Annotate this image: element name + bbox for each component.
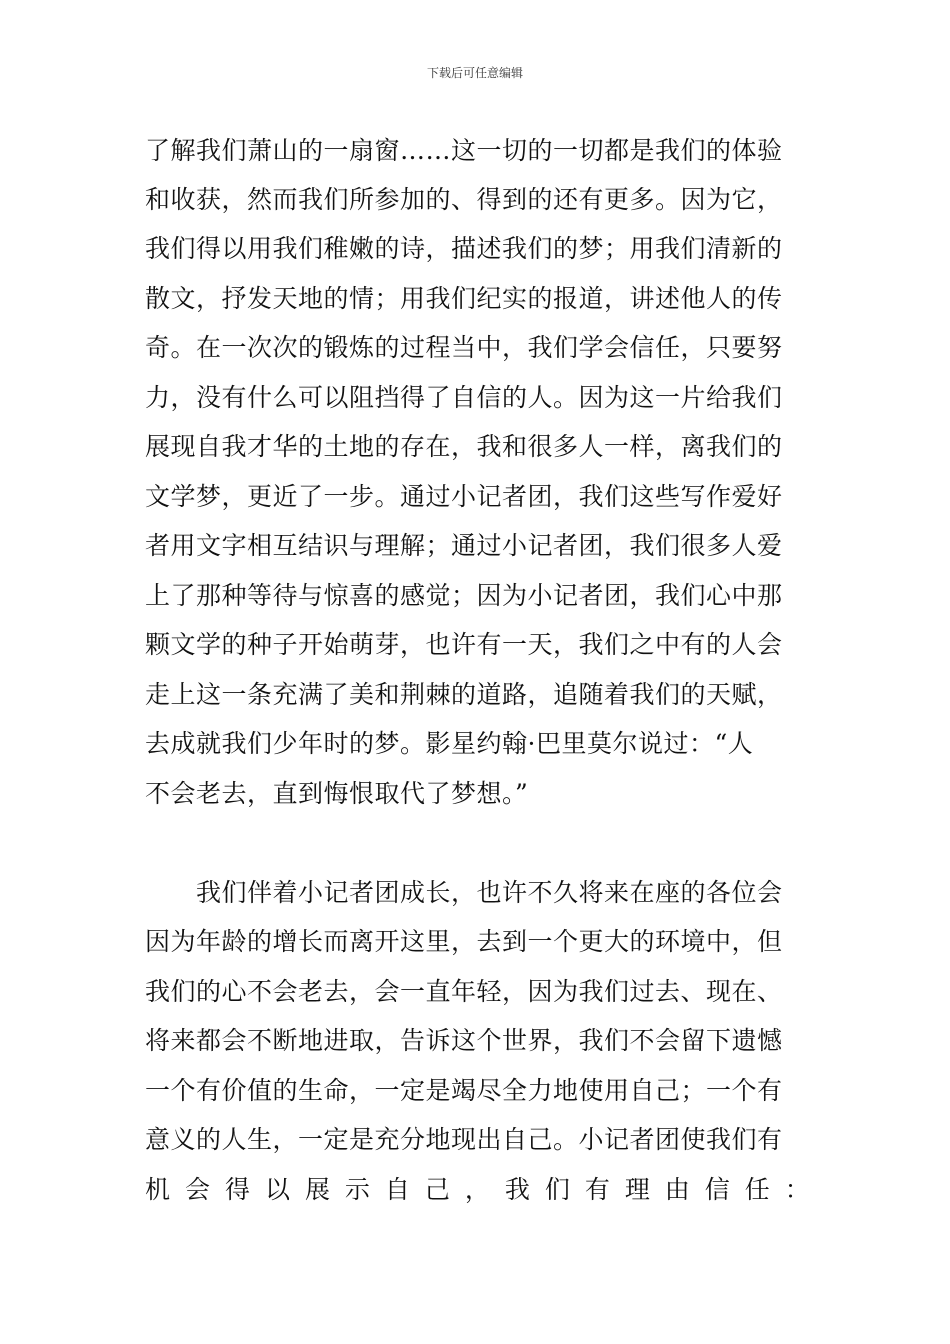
char: 由 — [664, 1175, 690, 1204]
text-line: 走上这一条充满了美和荆棘的道路，追随着我们的天赋， — [145, 680, 783, 709]
text-line: 散文，抒发天地的情；用我们纪实的报道，讲述他人的传 — [145, 284, 783, 313]
char: 得 — [224, 1175, 250, 1204]
text-line-justified — [145, 1175, 810, 1205]
char: 们 — [544, 1175, 570, 1204]
char: 信 — [704, 1175, 730, 1204]
text-line: 力，没有什么可以阻挡得了自信的人。因为这一片给我们 — [145, 383, 783, 412]
text-line: 一个有价值的生命，一定是竭尽全力地使用自己；一个有 — [145, 1076, 783, 1105]
text-line: 者用文字相互结识与理解；通过小记者团，我们很多人爱 — [145, 531, 783, 560]
text-line: 意义的人生，一定是充分地现出自己。小记者团使我们有 — [145, 1125, 783, 1154]
text-line: 上了那种等待与惊喜的感觉；因为小记者团，我们心中那 — [145, 581, 783, 610]
text-line: 我们得以用我们稚嫩的诗，描述我们的梦；用我们清新的 — [145, 234, 783, 263]
text-line: 颗文学的种子开始萌芽，也许有一天，我们之中有的人会 — [145, 630, 783, 659]
text-line: 我们的心不会老去，会一直年轻，因为我们过去、现在、 — [145, 977, 783, 1006]
char: 机 — [145, 1175, 171, 1204]
char: 有 — [584, 1175, 610, 1204]
text-line: 去成就我们少年时的梦。影星约翰·巴里莫尔说过：“人 — [145, 729, 754, 758]
text-line: 我们伴着小记者团成长，也许不久将来在座的各位会 — [196, 878, 783, 907]
text-line: 了解我们萧山的一扇窗……这一切的一切都是我们的体验 — [145, 136, 783, 165]
char: 理 — [624, 1175, 650, 1204]
char: 以 — [264, 1175, 290, 1204]
char: ： — [784, 1175, 810, 1204]
char: 自 — [384, 1175, 410, 1204]
page-header: 下载后可任意编辑 — [426, 66, 523, 80]
char: 我 — [504, 1175, 530, 1204]
char: 任 — [744, 1175, 770, 1204]
text-line: 奇。在一次次的锻炼的过程当中，我们学会信任，只要努 — [145, 333, 783, 362]
text-line: 文学梦，更近了一步。通过小记者团，我们这些写作爱好 — [145, 482, 783, 511]
char: ， — [464, 1175, 490, 1204]
text-line: 展现自我才华的土地的存在，我和很多人一样，离我们的 — [145, 432, 783, 461]
char: 示 — [344, 1175, 370, 1204]
text-line: 将来都会不断地进取，告诉这个世界，我们不会留下遗憾 — [145, 1026, 783, 1055]
text-line: 不会老去，直到悔恨取代了梦想。” — [145, 779, 529, 808]
text-line: 因为年龄的增长而离开这里，去到一个更大的环境中，但 — [145, 927, 783, 956]
char: 展 — [304, 1175, 330, 1204]
char: 己 — [424, 1175, 450, 1204]
text-line: 和收获，然而我们所参加的、得到的还有更多。因为它， — [145, 185, 783, 214]
char: 会 — [184, 1175, 210, 1204]
